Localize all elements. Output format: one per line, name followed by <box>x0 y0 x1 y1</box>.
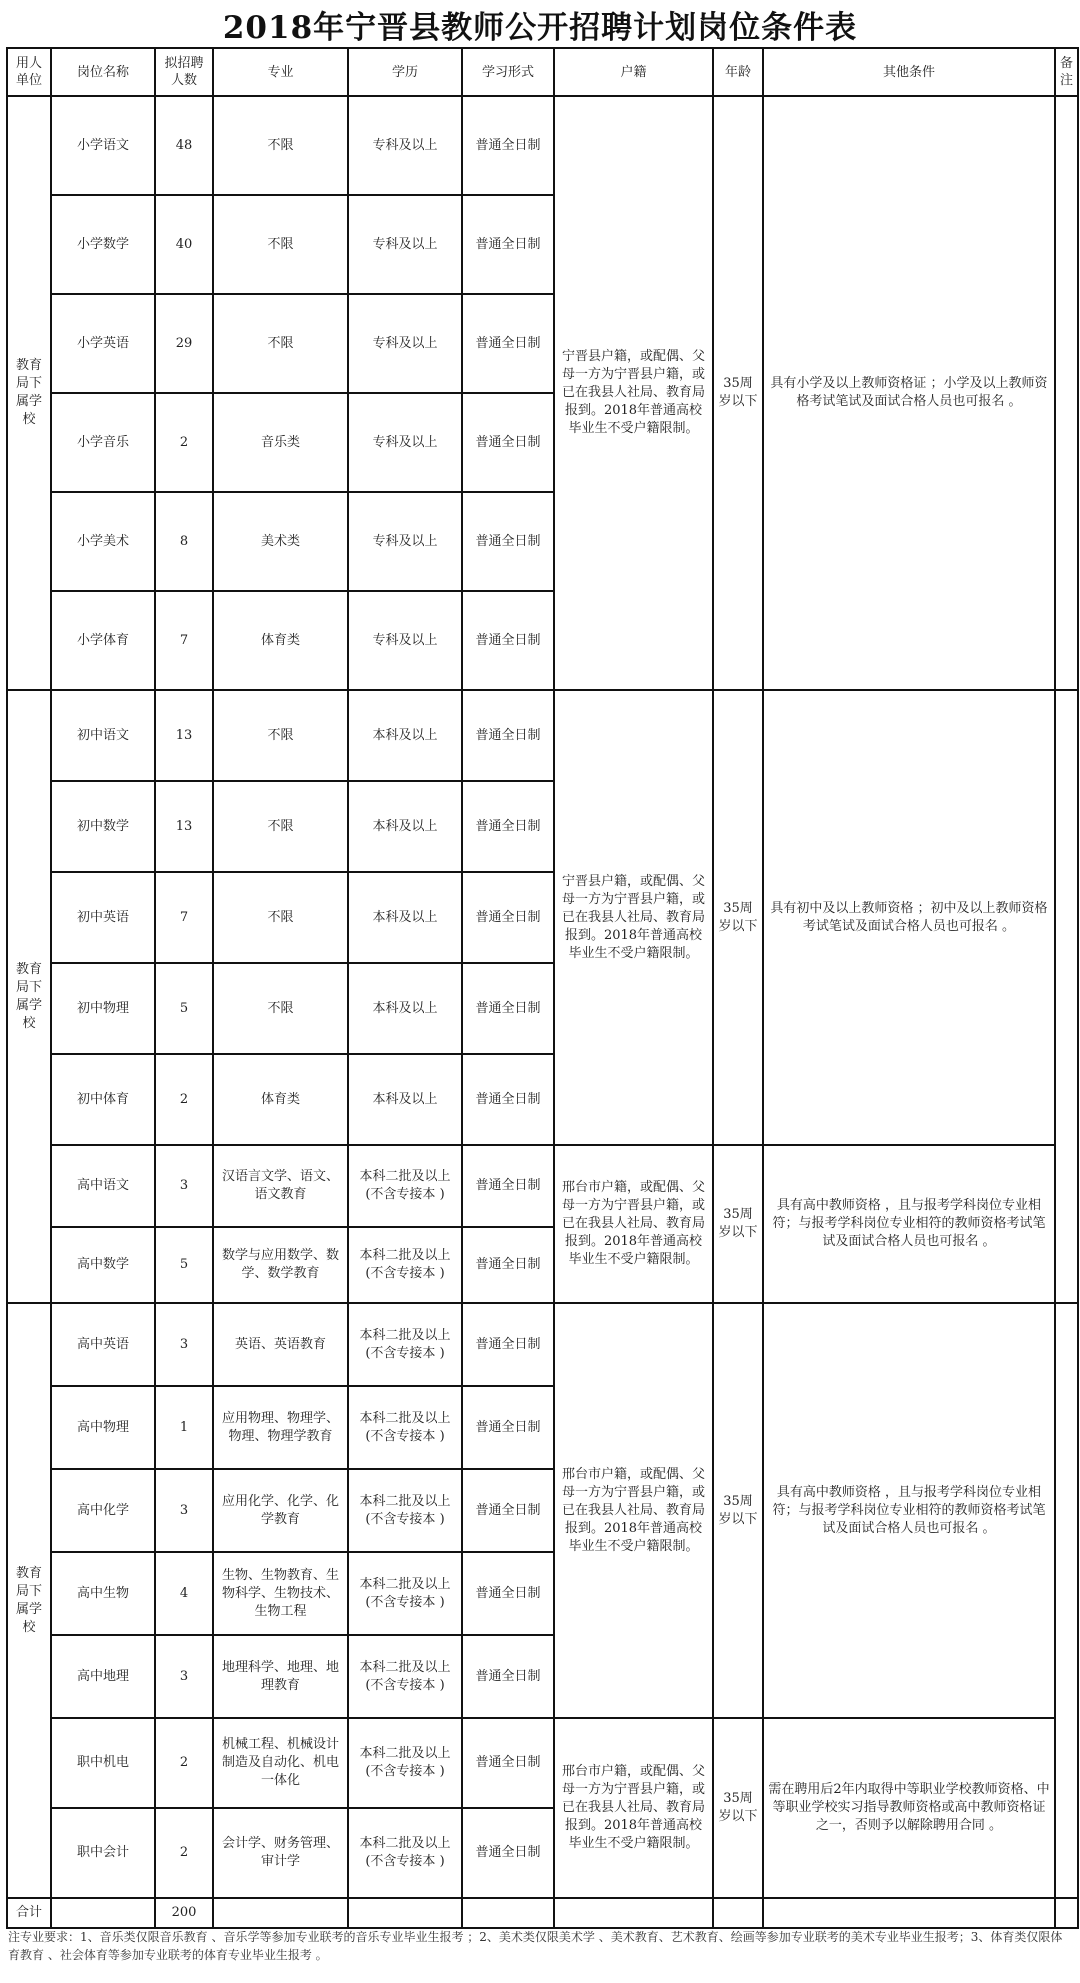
post-cell: 高中英语 <box>51 1303 155 1386</box>
study-form-cell: 普通全日制 <box>462 393 554 492</box>
other-conditions-cell: 具有高中教师资格 ，且与报考学科岗位专业相符；与报考学科岗位专业相符的教师资格考试笔试及面试合格人员也可报名 。 <box>763 1145 1055 1303</box>
header-age: 年龄 <box>713 48 763 96</box>
major-cell: 不限 <box>213 690 348 781</box>
post-cell: 高中化学 <box>51 1469 155 1552</box>
study-form-cell: 普通全日制 <box>462 96 554 195</box>
post-cell: 初中英语 <box>51 872 155 963</box>
count-cell: 7 <box>155 872 213 963</box>
post-cell: 小学音乐 <box>51 393 155 492</box>
age-cell: 35周岁以下 <box>713 1145 763 1303</box>
total-empty <box>1055 1898 1078 1928</box>
recruitment-table <box>6 47 1079 1929</box>
major-cell: 不限 <box>213 872 348 963</box>
household-cell: 邢台市户籍，或配偶、父母一方为宁晋县户籍，或已在我县人社局、教育局报到。2018年普通高校毕业生不受户籍限制。 <box>554 1718 713 1898</box>
education-cell: 本科及以上 <box>348 963 462 1054</box>
education-cell: 本科二批及以上(不含专接本 ) <box>348 1635 462 1718</box>
major-cell: 美术类 <box>213 492 348 591</box>
major-cell: 音乐类 <box>213 393 348 492</box>
total-empty <box>213 1898 348 1928</box>
post-cell: 高中生物 <box>51 1552 155 1635</box>
education-cell: 本科及以上 <box>348 690 462 781</box>
education-cell: 本科及以上 <box>348 1054 462 1145</box>
study-form-cell: 普通全日制 <box>462 1054 554 1145</box>
count-cell: 2 <box>155 1054 213 1145</box>
household-cell: 宁晋县户籍，或配偶、父母一方为宁晋县户籍，或已在我县人社局、教育局报到。2018年普通高校毕业生不受户籍限制。 <box>554 690 713 1145</box>
post-cell: 高中数学 <box>51 1227 155 1303</box>
post-cell: 小学数学 <box>51 195 155 294</box>
total-empty <box>51 1898 155 1928</box>
major-cell: 应用物理、物理学、物理、物理学教育 <box>213 1386 348 1469</box>
post-cell: 初中数学 <box>51 781 155 872</box>
post-cell: 初中语文 <box>51 690 155 781</box>
count-cell: 48 <box>155 96 213 195</box>
post-cell: 高中语文 <box>51 1145 155 1227</box>
study-form-cell: 普通全日制 <box>462 781 554 872</box>
count-cell: 2 <box>155 393 213 492</box>
post-cell: 职中机电 <box>51 1718 155 1808</box>
major-cell: 不限 <box>213 963 348 1054</box>
count-cell: 13 <box>155 781 213 872</box>
count-cell: 2 <box>155 1718 213 1808</box>
post-cell: 小学英语 <box>51 294 155 393</box>
major-cell: 体育类 <box>213 591 348 690</box>
remark-cell <box>1055 96 1078 690</box>
age-cell: 35周岁以下 <box>713 1718 763 1898</box>
post-cell: 高中地理 <box>51 1635 155 1718</box>
education-cell: 本科二批及以上(不含专接本 ) <box>348 1145 462 1227</box>
education-cell: 专科及以上 <box>348 393 462 492</box>
table-row <box>7 690 1078 781</box>
count-cell: 1 <box>155 1386 213 1469</box>
education-cell: 本科及以上 <box>348 781 462 872</box>
major-cell: 会计学、财务管理、审计学 <box>213 1808 348 1898</box>
post-cell: 初中物理 <box>51 963 155 1054</box>
major-cell: 应用化学、化学、化学教育 <box>213 1469 348 1552</box>
count-cell: 2 <box>155 1808 213 1898</box>
household-cell: 邢台市户籍，或配偶、父母一方为宁晋县户籍，或已在我县人社局、教育局报到。2018年普通高校毕业生不受户籍限制。 <box>554 1303 713 1718</box>
education-cell: 本科二批及以上(不含专接本 ) <box>348 1386 462 1469</box>
total-empty <box>763 1898 1055 1928</box>
post-cell: 小学美术 <box>51 492 155 591</box>
education-cell: 本科及以上 <box>348 872 462 963</box>
unit-cell: 教育局下属学校 <box>7 690 51 1303</box>
major-cell: 生物、生物教育、生物科学、生物技术、生物工程 <box>213 1552 348 1635</box>
major-cell: 不限 <box>213 781 348 872</box>
education-cell: 本科二批及以上(不含专接本 ) <box>348 1303 462 1386</box>
age-cell: 35周岁以下 <box>713 1303 763 1718</box>
age-cell: 35周岁以下 <box>713 690 763 1145</box>
unit-cell: 教育局下属学校 <box>7 96 51 690</box>
education-cell: 本科二批及以上(不含专接本 ) <box>348 1718 462 1808</box>
study-form-cell: 普通全日制 <box>462 195 554 294</box>
age-cell: 35周岁以下 <box>713 96 763 690</box>
post-cell: 小学体育 <box>51 591 155 690</box>
major-cell: 不限 <box>213 195 348 294</box>
major-cell: 机械工程、机械设计制造及自动化、机电一体化 <box>213 1718 348 1808</box>
study-form-cell: 普通全日制 <box>462 492 554 591</box>
study-form-cell: 普通全日制 <box>462 1635 554 1718</box>
major-cell: 不限 <box>213 96 348 195</box>
study-form-cell: 普通全日制 <box>462 1386 554 1469</box>
study-form-cell: 普通全日制 <box>462 1552 554 1635</box>
education-cell: 本科二批及以上(不含专接本 ) <box>348 1227 462 1303</box>
table-row <box>7 1303 1078 1386</box>
study-form-cell: 普通全日制 <box>462 690 554 781</box>
count-cell: 3 <box>155 1303 213 1386</box>
total-empty <box>713 1898 763 1928</box>
education-cell: 专科及以上 <box>348 492 462 591</box>
header-household: 户籍 <box>554 48 713 96</box>
study-form-cell: 普通全日制 <box>462 872 554 963</box>
header-education: 学历 <box>348 48 462 96</box>
post-cell: 职中会计 <box>51 1808 155 1898</box>
remark-cell <box>1055 690 1078 1303</box>
major-cell: 体育类 <box>213 1054 348 1145</box>
table-row <box>7 1145 1078 1227</box>
study-form-cell: 普通全日制 <box>462 1718 554 1808</box>
major-cell: 不限 <box>213 294 348 393</box>
education-cell: 本科二批及以上(不含专接本 ) <box>348 1469 462 1552</box>
remark-cell <box>1055 1303 1078 1898</box>
total-empty <box>554 1898 713 1928</box>
total-empty <box>462 1898 554 1928</box>
count-cell: 5 <box>155 963 213 1054</box>
study-form-cell: 普通全日制 <box>462 1469 554 1552</box>
major-cell: 英语、英语教育 <box>213 1303 348 1386</box>
other-conditions-cell: 具有小学及以上教师资格证 ；小学及以上教师资格考试笔试及面试合格人员也可报名 。 <box>763 96 1055 690</box>
page-title: 2018年宁晋县教师公开招聘计划岗位条件表 <box>222 10 858 46</box>
header-count: 拟招聘人数 <box>155 48 213 96</box>
header-other: 其他条件 <box>763 48 1055 96</box>
post-cell: 初中体育 <box>51 1054 155 1145</box>
table-row <box>7 1718 1078 1808</box>
study-form-cell: 普通全日制 <box>462 1145 554 1227</box>
count-cell: 40 <box>155 195 213 294</box>
header-study-form: 学习形式 <box>462 48 554 96</box>
count-cell: 13 <box>155 690 213 781</box>
household-cell: 宁晋县户籍，或配偶、父母一方为宁晋县户籍，或已在我县人社局、教育局报到。2018年普通高校毕业生不受户籍限制。 <box>554 96 713 690</box>
total-count: 200 <box>155 1898 213 1928</box>
count-cell: 29 <box>155 294 213 393</box>
unit-cell: 教育局下属学校 <box>7 1303 51 1898</box>
header-major: 专业 <box>213 48 348 96</box>
major-cell: 数学与应用数学、数学、数学教育 <box>213 1227 348 1303</box>
footnote: 注专业要求：1、音乐类仅限音乐教育 、音乐学等参加专业联考的音乐专业毕业生报考 ；2、美术类仅限美术学 、美术教育、艺术教育、绘画等参加专业联考的美术专业毕业生报考；3、体育类仅限体育教育 、社会体育等参加专业联考的体育专业毕业生报考 。 <box>8 1930 1063 1962</box>
header-remark: 备注 <box>1055 48 1078 96</box>
education-cell: 专科及以上 <box>348 294 462 393</box>
study-form-cell: 普通全日制 <box>462 294 554 393</box>
education-cell: 专科及以上 <box>348 591 462 690</box>
post-cell: 高中物理 <box>51 1386 155 1469</box>
education-cell: 专科及以上 <box>348 96 462 195</box>
count-cell: 8 <box>155 492 213 591</box>
study-form-cell: 普通全日制 <box>462 1808 554 1898</box>
education-cell: 专科及以上 <box>348 195 462 294</box>
total-empty <box>348 1898 462 1928</box>
study-form-cell: 普通全日制 <box>462 1303 554 1386</box>
header-row <box>7 48 1078 96</box>
study-form-cell: 普通全日制 <box>462 1227 554 1303</box>
other-conditions-cell: 具有高中教师资格 ，且与报考学科岗位专业相符；与报考学科岗位专业相符的教师资格考试笔试及面试合格人员也可报名 。 <box>763 1303 1055 1718</box>
total-row <box>7 1898 1078 1928</box>
education-cell: 本科二批及以上(不含专接本 ) <box>348 1808 462 1898</box>
count-cell: 7 <box>155 591 213 690</box>
count-cell: 3 <box>155 1145 213 1227</box>
post-cell: 小学语文 <box>51 96 155 195</box>
major-cell: 汉语言文学、语文、语文教育 <box>213 1145 348 1227</box>
header-unit: 用人单位 <box>7 48 51 96</box>
major-cell: 地理科学、地理、地理教育 <box>213 1635 348 1718</box>
study-form-cell: 普通全日制 <box>462 963 554 1054</box>
total-label: 合计 <box>7 1898 51 1928</box>
header-post: 岗位名称 <box>51 48 155 96</box>
count-cell: 5 <box>155 1227 213 1303</box>
count-cell: 3 <box>155 1635 213 1718</box>
table-row <box>7 96 1078 195</box>
count-cell: 3 <box>155 1469 213 1552</box>
other-conditions-cell: 需在聘用后2年内取得中等职业学校教师资格、中等职业学校实习指导教师资格或高中教师资格证之一，否则予以解除聘用合同 。 <box>763 1718 1055 1898</box>
study-form-cell: 普通全日制 <box>462 591 554 690</box>
count-cell: 4 <box>155 1552 213 1635</box>
education-cell: 本科二批及以上(不含专接本 ) <box>348 1552 462 1635</box>
household-cell: 邢台市户籍，或配偶、父母一方为宁晋县户籍，或已在我县人社局、教育局报到。2018年普通高校毕业生不受户籍限制。 <box>554 1145 713 1303</box>
other-conditions-cell: 具有初中及以上教师资格 ；初中及以上教师资格考试笔试及面试合格人员也可报名 。 <box>763 690 1055 1145</box>
